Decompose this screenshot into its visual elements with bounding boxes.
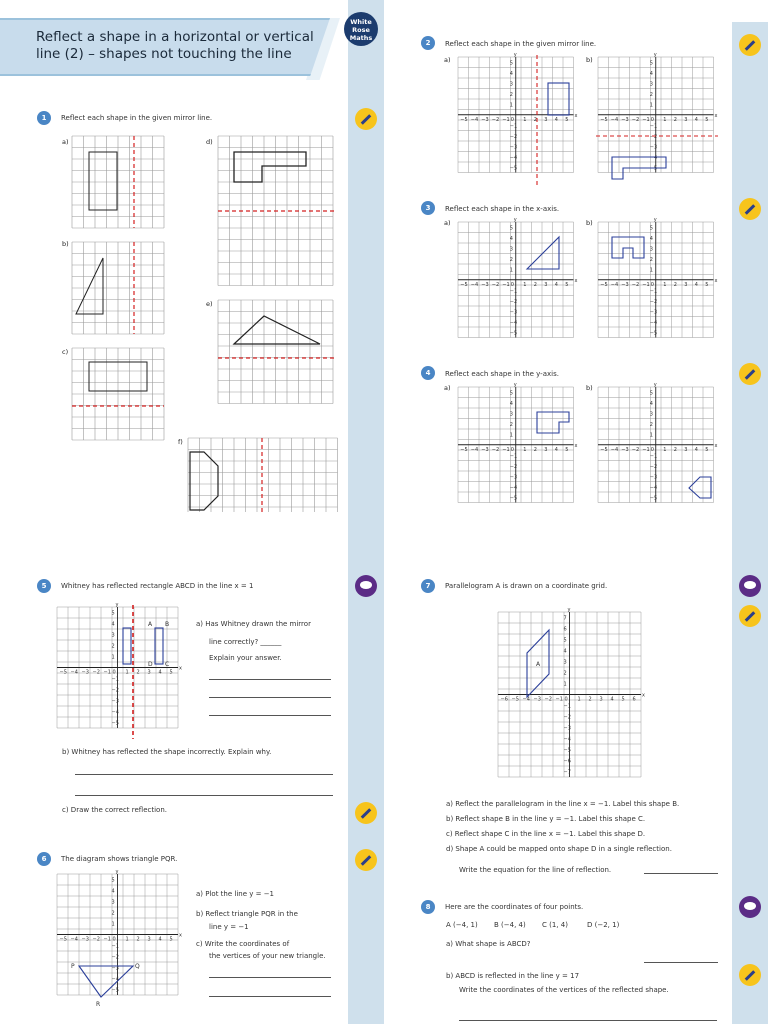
- tick-label: 4: [649, 70, 653, 77]
- question-text: the vertices of your new triangle.: [209, 952, 326, 960]
- tick-label: −1: [555, 696, 563, 703]
- y-axis-label: y: [513, 217, 517, 223]
- tick-label: −4: [470, 446, 479, 453]
- tick-label: −1: [649, 453, 658, 460]
- tick-label: 3: [599, 696, 603, 703]
- tick-label: 4: [111, 888, 115, 895]
- tick-label: −5: [59, 669, 67, 676]
- tick-label: −4: [610, 446, 619, 453]
- tick-label: −1: [502, 446, 510, 453]
- tick-label: 0: [510, 446, 514, 453]
- shape-rectangle: [89, 362, 147, 391]
- part-label: d): [206, 138, 213, 146]
- tick-label: 1: [663, 116, 667, 123]
- tick-label: 5: [111, 877, 115, 884]
- tick-label: −4: [509, 484, 518, 491]
- tick-label: −5: [509, 495, 518, 502]
- tick-label: 3: [649, 81, 653, 88]
- tick-label: 0: [650, 446, 654, 453]
- tick-label: −4: [509, 154, 518, 161]
- tick-label: 5: [565, 281, 569, 288]
- tick-label: 1: [649, 432, 653, 439]
- tick-label: −1: [502, 116, 510, 123]
- part-label: c): [62, 348, 69, 356]
- tick-label: 3: [684, 281, 688, 288]
- tick-label: −3: [563, 725, 571, 732]
- tick-label: 2: [136, 669, 140, 676]
- tick-label: −4: [522, 696, 530, 703]
- y-axis-label: y: [115, 869, 119, 875]
- tick-label: −7: [563, 769, 571, 776]
- tick-label: 1: [125, 669, 129, 676]
- tick-label: 3: [563, 659, 567, 666]
- shape-rectangle: [89, 152, 117, 210]
- tick-label: 2: [649, 256, 653, 263]
- tick-label: −5: [649, 330, 658, 337]
- tick-label: 3: [147, 936, 151, 943]
- tick-label: 5: [705, 281, 709, 288]
- tick-label: −3: [481, 446, 489, 453]
- tick-label: −4: [509, 319, 518, 326]
- tick-label: −2: [563, 714, 571, 721]
- tick-label: 1: [523, 446, 527, 453]
- tick-label: −3: [111, 965, 119, 972]
- tick-label: −1: [103, 669, 111, 676]
- tick-label: −5: [563, 747, 571, 754]
- q1-shapes: [0, 0, 384, 512]
- tick-label: 2: [111, 643, 115, 650]
- tick-label: 6: [632, 696, 636, 703]
- tick-label: 5: [111, 610, 115, 617]
- tick-label: −2: [544, 696, 552, 703]
- question-number: 4: [421, 366, 435, 380]
- worksheet-page-3: [0, 512, 384, 1024]
- tick-label: 4: [509, 400, 513, 407]
- tick-label: 4: [554, 446, 558, 453]
- white-rose-maths-logo: White Rose Maths: [344, 12, 378, 46]
- shape-l: [234, 152, 306, 182]
- tick-label: −1: [509, 123, 518, 130]
- tick-label: −1: [509, 288, 518, 295]
- tick-label: 2: [509, 256, 513, 263]
- tick-label: 2: [533, 446, 537, 453]
- tick-label: 1: [563, 681, 567, 688]
- tick-label: −4: [610, 116, 619, 123]
- tick-label: 2: [673, 281, 677, 288]
- shape-triangle: [234, 316, 320, 344]
- tick-label: −2: [649, 463, 658, 470]
- point-label: A: [148, 621, 153, 628]
- x-axis-label: x: [642, 692, 645, 699]
- tick-label: −3: [81, 669, 89, 676]
- question-text: b) Reflect shape B in the line y = −1. Label this shape C.: [446, 815, 646, 823]
- tick-label: 5: [649, 225, 653, 232]
- coordinate-point: B (−4, 4): [494, 921, 526, 929]
- question-text: c) Draw the correct reflection.: [62, 806, 167, 814]
- tick-label: −2: [111, 687, 119, 694]
- worksheet-page-2: [384, 0, 768, 512]
- part-label: a): [62, 138, 69, 146]
- y-axis-label: y: [567, 607, 571, 613]
- tick-label: 5: [621, 696, 625, 703]
- tick-label: 2: [136, 936, 140, 943]
- tick-label: 5: [705, 116, 709, 123]
- tick-label: −3: [649, 309, 658, 316]
- y-axis-label: y: [653, 52, 657, 58]
- tick-label: 5: [169, 669, 173, 676]
- coordinate-point: A (−4, 1): [446, 921, 478, 929]
- part-label: a): [444, 56, 451, 64]
- coordinate-point: D (−2, 1): [587, 921, 620, 929]
- tick-label: 5: [509, 225, 513, 232]
- part-label: a): [444, 219, 451, 227]
- y-axis-label: y: [513, 382, 517, 388]
- tick-label: −5: [600, 446, 608, 453]
- tick-label: 3: [111, 899, 115, 906]
- question-text: Parallelogram A is drawn on a coordinate grid.: [445, 582, 608, 590]
- tick-label: −3: [481, 281, 489, 288]
- question-text: a) What shape is ABCD?: [446, 940, 531, 948]
- tick-label: −5: [111, 987, 119, 994]
- tick-label: −4: [610, 281, 619, 288]
- tick-label: 1: [663, 446, 667, 453]
- tick-label: −3: [649, 144, 658, 151]
- shape-triangle: [79, 966, 133, 997]
- coordinate-point: C (1, 4): [542, 921, 568, 929]
- tick-label: 4: [158, 669, 162, 676]
- tick-label: −2: [491, 116, 500, 123]
- tick-label: 1: [649, 267, 653, 274]
- question-number: 3: [421, 201, 435, 215]
- question-text: d) Shape A could be mapped onto shape D in a single reflection.: [446, 845, 672, 853]
- tick-label: −5: [509, 330, 518, 337]
- tick-label: −5: [600, 281, 608, 288]
- tick-label: 2: [509, 421, 513, 428]
- tick-label: 0: [510, 116, 514, 123]
- tick-label: −2: [92, 936, 100, 943]
- tick-label: 1: [663, 281, 667, 288]
- point-label: R: [96, 1001, 101, 1008]
- question-number: 1: [37, 111, 51, 125]
- tick-label: 0: [112, 936, 116, 943]
- tick-label: 0: [650, 116, 654, 123]
- tick-label: −1: [563, 703, 571, 710]
- tick-label: −1: [103, 936, 111, 943]
- tick-label: −4: [649, 154, 658, 161]
- tick-label: 2: [563, 670, 567, 677]
- shape-rectangle: [548, 83, 569, 115]
- question-text: b) ABCD is reflected in the line y = 17: [446, 972, 580, 980]
- tick-label: 0: [510, 281, 514, 288]
- tick-label: −3: [81, 936, 89, 943]
- tick-label: −4: [563, 736, 571, 743]
- x-axis-label: x: [574, 442, 578, 449]
- shape-trapezium: [190, 452, 218, 510]
- shape-l: [537, 412, 569, 433]
- tick-label: 4: [694, 281, 698, 288]
- tick-label: 4: [610, 696, 614, 703]
- tick-label: −5: [460, 446, 468, 453]
- tick-label: 4: [509, 70, 513, 77]
- question-number: 5: [37, 579, 51, 593]
- tick-label: −5: [649, 165, 658, 172]
- tick-label: 0: [564, 696, 568, 703]
- tick-label: 3: [684, 116, 688, 123]
- tick-label: −5: [509, 165, 518, 172]
- tick-label: −5: [111, 720, 119, 727]
- tick-label: −1: [642, 281, 650, 288]
- part-label: b): [586, 56, 593, 64]
- tick-label: −5: [460, 281, 468, 288]
- question-text: Reflect each shape in the y-axis.: [445, 370, 559, 378]
- tick-label: 4: [563, 648, 567, 655]
- tick-label: 5: [705, 446, 709, 453]
- tick-label: 3: [509, 81, 513, 88]
- point-label: C: [165, 661, 170, 668]
- tick-label: 0: [112, 669, 116, 676]
- part-label: b): [586, 219, 593, 227]
- tick-label: 3: [684, 446, 688, 453]
- tick-label: 4: [111, 621, 115, 628]
- shape-triangle: [527, 237, 559, 269]
- tick-label: −4: [649, 484, 658, 491]
- point-label: P: [71, 963, 75, 970]
- tick-label: −6: [500, 696, 508, 703]
- part-label: b): [586, 384, 593, 392]
- tick-label: 1: [523, 116, 527, 123]
- x-axis-label: x: [574, 277, 578, 284]
- tick-label: −5: [649, 495, 658, 502]
- x-axis-label: x: [179, 665, 182, 672]
- tick-label: −5: [511, 696, 519, 703]
- tick-label: −2: [92, 669, 100, 676]
- tick-label: −4: [649, 319, 658, 326]
- question-text: Reflect each shape in the given mirror line.: [61, 114, 213, 122]
- tick-label: −2: [111, 954, 119, 961]
- tick-label: 2: [111, 910, 115, 917]
- tick-label: 2: [649, 421, 653, 428]
- question-text: Here are the coordinates of four points.: [445, 903, 584, 911]
- tick-label: −6: [563, 758, 571, 765]
- tick-label: −2: [509, 298, 518, 305]
- shape-l: [612, 237, 644, 258]
- tick-label: 4: [694, 446, 698, 453]
- page-title: Reflect a shape in a horizontal or vertical line (2) – shapes not touching the line: [36, 29, 314, 62]
- tick-label: 3: [147, 669, 151, 676]
- tick-label: 1: [577, 696, 581, 703]
- part-label: f): [178, 438, 183, 446]
- tick-label: 1: [509, 102, 513, 109]
- x-axis-label: x: [574, 112, 578, 119]
- question-number: 7: [421, 579, 435, 593]
- question-text: The diagram shows triangle PQR.: [61, 855, 178, 863]
- tick-label: 5: [509, 390, 513, 397]
- question-text: line correctly? ______: [209, 638, 282, 646]
- tick-label: 1: [111, 921, 115, 928]
- tick-label: 2: [588, 696, 592, 703]
- tick-label: 1: [111, 654, 115, 661]
- tick-label: −1: [649, 288, 658, 295]
- point-label: D: [148, 661, 153, 668]
- tick-label: 2: [509, 91, 513, 98]
- part-label: e): [206, 300, 213, 308]
- question-text: a) Reflect the parallelogram in the line x = −1. Label this shape B.: [446, 800, 680, 808]
- tick-label: −3: [509, 474, 518, 481]
- tick-label: 3: [649, 411, 653, 418]
- y-axis-label: y: [513, 52, 517, 58]
- question-text: Write the equation for the line of reflection.: [459, 866, 612, 874]
- tick-label: 5: [169, 936, 173, 943]
- x-axis-label: x: [179, 932, 182, 939]
- tick-label: −4: [470, 281, 479, 288]
- tick-label: 3: [509, 411, 513, 418]
- y-axis-label: y: [115, 602, 119, 608]
- question-text: Whitney has reflected rectangle ABCD in the line x = 1: [61, 582, 254, 590]
- tick-label: −2: [631, 446, 640, 453]
- tick-label: 2: [533, 281, 537, 288]
- tick-label: 2: [649, 91, 653, 98]
- tick-label: −1: [649, 123, 658, 130]
- y-axis-label: y: [653, 217, 657, 223]
- tick-label: 5: [565, 446, 569, 453]
- tick-label: 1: [509, 432, 513, 439]
- tick-label: 2: [673, 116, 677, 123]
- question-text: b) Reflect triangle PQR in the: [196, 910, 298, 918]
- tick-label: −3: [533, 696, 541, 703]
- tick-label: 7: [563, 615, 567, 622]
- tick-label: 3: [544, 116, 548, 123]
- tick-label: −1: [111, 676, 119, 683]
- tick-label: −4: [470, 116, 479, 123]
- tick-label: −3: [621, 281, 629, 288]
- x-axis-label: x: [714, 277, 718, 284]
- tick-label: 3: [649, 246, 653, 253]
- tick-label: 4: [649, 400, 653, 407]
- tick-label: 2: [673, 446, 677, 453]
- tick-label: 4: [694, 116, 698, 123]
- part-label: b): [62, 240, 69, 248]
- tick-label: −3: [509, 309, 518, 316]
- tick-label: 1: [125, 936, 129, 943]
- question-text: Write the coordinates of the vertices of the reflected shape.: [459, 986, 669, 994]
- tick-label: −5: [600, 116, 608, 123]
- tick-label: 5: [563, 637, 567, 644]
- part-label: a): [444, 384, 451, 392]
- x-axis-label: x: [714, 442, 718, 449]
- point-label: Q: [135, 963, 140, 970]
- question-text: c) Write the coordinates of: [196, 940, 290, 948]
- tick-label: 3: [544, 281, 548, 288]
- tick-label: −3: [481, 116, 489, 123]
- tick-label: 0: [650, 281, 654, 288]
- question-text: line y = −1: [209, 923, 249, 931]
- tick-label: −2: [509, 133, 518, 140]
- shape-l: [612, 154, 666, 179]
- shape-pentagon: [689, 477, 711, 498]
- q6-shapes: [0, 512, 384, 1024]
- tick-label: 4: [158, 936, 162, 943]
- tick-label: 4: [509, 235, 513, 242]
- question-number: 2: [421, 36, 435, 50]
- tick-label: −2: [491, 281, 500, 288]
- tick-label: −4: [70, 936, 78, 943]
- tick-label: 5: [509, 60, 513, 67]
- tick-label: 2: [533, 116, 537, 123]
- question-text: Reflect each shape in the given mirror line.: [445, 40, 597, 48]
- question-text: c) Reflect shape C in the line x = −1. Label this shape D.: [446, 830, 646, 838]
- tick-label: −1: [642, 116, 650, 123]
- tick-label: −1: [111, 943, 119, 950]
- question-text: a) Plot the line y = −1: [196, 890, 275, 898]
- tick-label: −5: [59, 936, 67, 943]
- page2-shapes: [384, 0, 768, 512]
- tick-label: −3: [649, 474, 658, 481]
- question-text: b) Whitney has reflected the shape incorrectly. Explain why.: [62, 748, 272, 756]
- tick-label: 1: [523, 281, 527, 288]
- tick-label: 1: [509, 267, 513, 274]
- shape-triangle: [76, 258, 103, 314]
- tick-label: 3: [111, 632, 115, 639]
- tick-label: −2: [491, 446, 500, 453]
- tick-label: −2: [631, 116, 640, 123]
- tick-label: 5: [649, 60, 653, 67]
- tick-label: −4: [70, 669, 78, 676]
- tick-label: 4: [554, 116, 558, 123]
- tick-label: 1: [649, 102, 653, 109]
- tick-label: −3: [621, 446, 629, 453]
- question-number: 8: [421, 900, 435, 914]
- tick-label: 5: [649, 390, 653, 397]
- tick-label: 5: [565, 116, 569, 123]
- question-text: a) Has Whitney drawn the mirror: [196, 620, 311, 628]
- question-text: Explain your answer.: [209, 654, 282, 662]
- tick-label: −2: [509, 463, 518, 470]
- tick-label: 3: [509, 246, 513, 253]
- q7-shapes: [384, 512, 768, 1024]
- tick-label: −4: [111, 976, 119, 983]
- question-text: Reflect each shape in the x-axis.: [445, 205, 560, 213]
- tick-label: −3: [509, 144, 518, 151]
- y-axis-label: y: [653, 382, 657, 388]
- tick-label: −1: [502, 281, 510, 288]
- tick-label: −3: [621, 116, 629, 123]
- tick-label: −2: [649, 133, 658, 140]
- tick-label: 4: [649, 235, 653, 242]
- tick-label: −1: [642, 446, 650, 453]
- point-label: B: [165, 621, 170, 628]
- tick-label: 6: [563, 626, 567, 633]
- tick-label: −1: [509, 453, 518, 460]
- question-number: 6: [37, 852, 51, 866]
- tick-label: −4: [111, 709, 119, 716]
- tick-label: 4: [554, 281, 558, 288]
- x-axis-label: x: [714, 112, 718, 119]
- shape-label: A: [536, 661, 541, 668]
- tick-label: −2: [631, 281, 640, 288]
- worksheet-page-4: [384, 512, 768, 1024]
- tick-label: −2: [649, 298, 658, 305]
- worksheet-page-1: [0, 0, 384, 512]
- tick-label: −3: [111, 698, 119, 705]
- tick-label: −5: [460, 116, 468, 123]
- tick-label: 3: [544, 446, 548, 453]
